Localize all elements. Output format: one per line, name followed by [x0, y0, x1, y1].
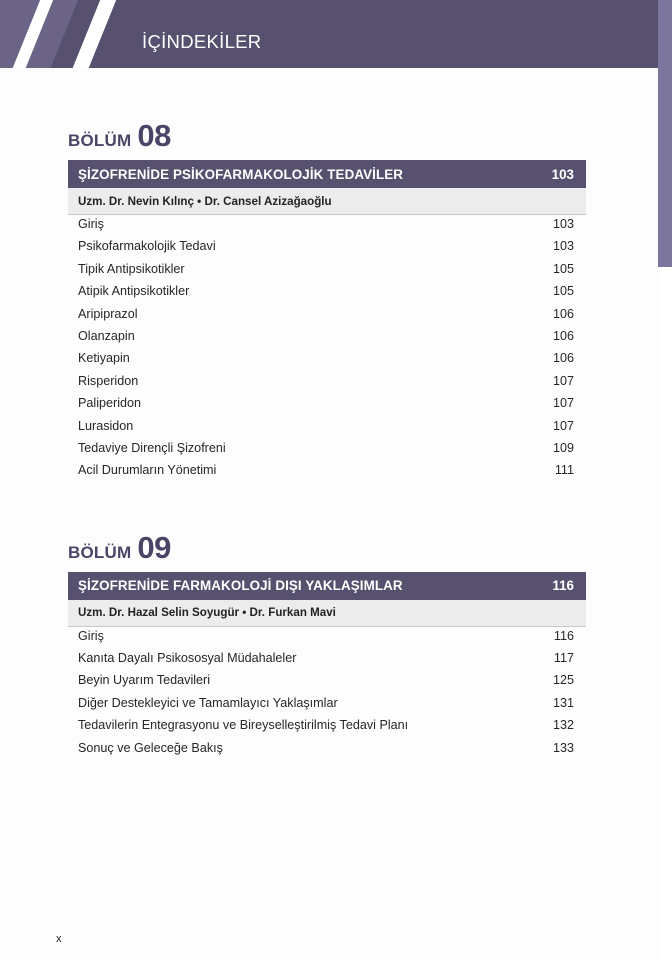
toc-entry-label: Tedavilerin Entegrasyonu ve Bireyselleştirilmiş Tedavi Planı: [78, 718, 409, 733]
page-header-banner: [0, 0, 672, 68]
toc-entry-page: 105: [552, 284, 574, 299]
toc-entry-label: Lurasidon: [78, 418, 134, 433]
toc-entry-label: Giriş: [78, 628, 104, 643]
toc-entry[interactable]: [68, 329, 586, 351]
toc-entry-page: 111: [554, 463, 574, 478]
toc-entry-page: 116: [553, 628, 574, 643]
toc-entry-label: Sonuç ve Geleceğe Bakış: [78, 740, 223, 755]
toc-entry-label: Beyin Uyarım Tedavileri: [78, 673, 211, 688]
toc-entry-label: Tedaviye Dirençli Şizofreni: [78, 440, 226, 455]
toc-entry[interactable]: [68, 696, 586, 718]
toc-entry-page: 106: [552, 306, 574, 321]
toc-entry[interactable]: [68, 239, 586, 261]
toc-entry-page: 107: [552, 418, 574, 433]
toc-entry-page: 103: [552, 239, 574, 254]
toc-entry-page: 103: [552, 217, 574, 231]
page-folio: x: [56, 933, 62, 945]
chapter-kicker: [68, 529, 586, 572]
chapter-title-bar[interactable]: [68, 160, 586, 188]
toc-entry[interactable]: [68, 673, 586, 695]
toc-entry-page: 107: [552, 396, 574, 411]
toc-entry-label: Aripiprazol: [78, 306, 138, 321]
toc-entry-label: Olanzapin: [78, 328, 135, 343]
chapter-kicker-number: 08: [137, 118, 171, 153]
toc-entry[interactable]: [68, 307, 586, 329]
chapter-title-bar[interactable]: [68, 572, 586, 600]
toc-entry[interactable]: [68, 351, 586, 373]
chapter-title: ŞİZOFRENİDE FARMAKOLOJİ DIŞI YAKLAŞIMLAR: [78, 578, 403, 594]
toc-entry[interactable]: [68, 718, 586, 740]
toc-entry[interactable]: [68, 284, 586, 306]
toc-entry-page: 109: [552, 440, 574, 455]
chapter-kicker: [68, 120, 586, 160]
toc-entry-label: Risperidon: [78, 373, 139, 388]
scrollbar-track[interactable]: [658, 0, 672, 960]
toc-entry-label: Giriş: [78, 217, 104, 231]
toc-entry-page: 131: [552, 695, 574, 710]
toc-entry-label: Ketiyapin: [78, 351, 130, 366]
toc-entry[interactable]: [68, 463, 586, 485]
toc-entry[interactable]: [68, 629, 586, 651]
toc-entry-label: Tipik Antipsikotikler: [78, 261, 185, 276]
chapter-kicker-word: BÖLÜM: [68, 542, 132, 562]
page-title: İÇİNDEKİLER: [142, 31, 262, 52]
toc-entry[interactable]: [68, 741, 586, 763]
toc-entry-label: Atipik Antipsikotikler: [78, 284, 190, 299]
chapter-entry-list: [68, 215, 586, 486]
toc-entry-page: 117: [553, 651, 574, 666]
chapter-block: [68, 529, 586, 763]
toc-entry-page: 106: [552, 351, 574, 366]
toc-entry-label: Acil Durumların Yönetimi: [78, 463, 217, 478]
toc-entry-label: Paliperidon: [78, 396, 142, 411]
scrollbar-thumb[interactable]: [658, 0, 672, 267]
toc-entry[interactable]: [68, 262, 586, 284]
chapter-start-page: 116: [552, 578, 574, 594]
chapter-start-page: 103: [551, 166, 574, 182]
toc-entry-page: 133: [552, 740, 574, 755]
chapter-title: ŞİZOFRENİDE PSİKOFARMAKOLOJİK TEDAVİLER: [78, 166, 404, 182]
toc-entry[interactable]: [68, 396, 586, 418]
chapter-entry-list: [68, 627, 586, 763]
toc-entry-page: 132: [552, 718, 574, 733]
toc-entry-page: 106: [552, 328, 574, 343]
toc-entry-page: 107: [552, 373, 574, 388]
table-of-contents: [68, 120, 586, 809]
toc-entry[interactable]: [68, 441, 586, 463]
toc-entry-page: 125: [552, 673, 574, 688]
toc-entry-label: Kanıta Dayalı Psikososyal Müdahaleler: [78, 651, 297, 666]
chapter-kicker-word: BÖLÜM: [68, 131, 132, 150]
toc-entry-label: Diğer Destekleyici ve Tamamlayıcı Yaklaşımlar: [78, 695, 338, 710]
toc-entry-label: Psikofarmakolojik Tedavi: [78, 239, 216, 254]
chapter-authors: Uzm. Dr. Nevin Kılınç • Dr. Cansel Azizağaoğlu: [68, 188, 586, 215]
toc-entry[interactable]: [68, 374, 586, 396]
toc-entry[interactable]: [68, 419, 586, 441]
chapter-kicker-number: 09: [137, 529, 171, 565]
toc-entry[interactable]: [68, 217, 586, 239]
toc-entry[interactable]: [68, 651, 586, 673]
chapter-block: [68, 120, 586, 486]
toc-entry-page: 105: [552, 261, 574, 276]
chapter-authors: Uzm. Dr. Hazal Selin Soyugür • Dr. Furkan Mavi: [68, 600, 586, 627]
